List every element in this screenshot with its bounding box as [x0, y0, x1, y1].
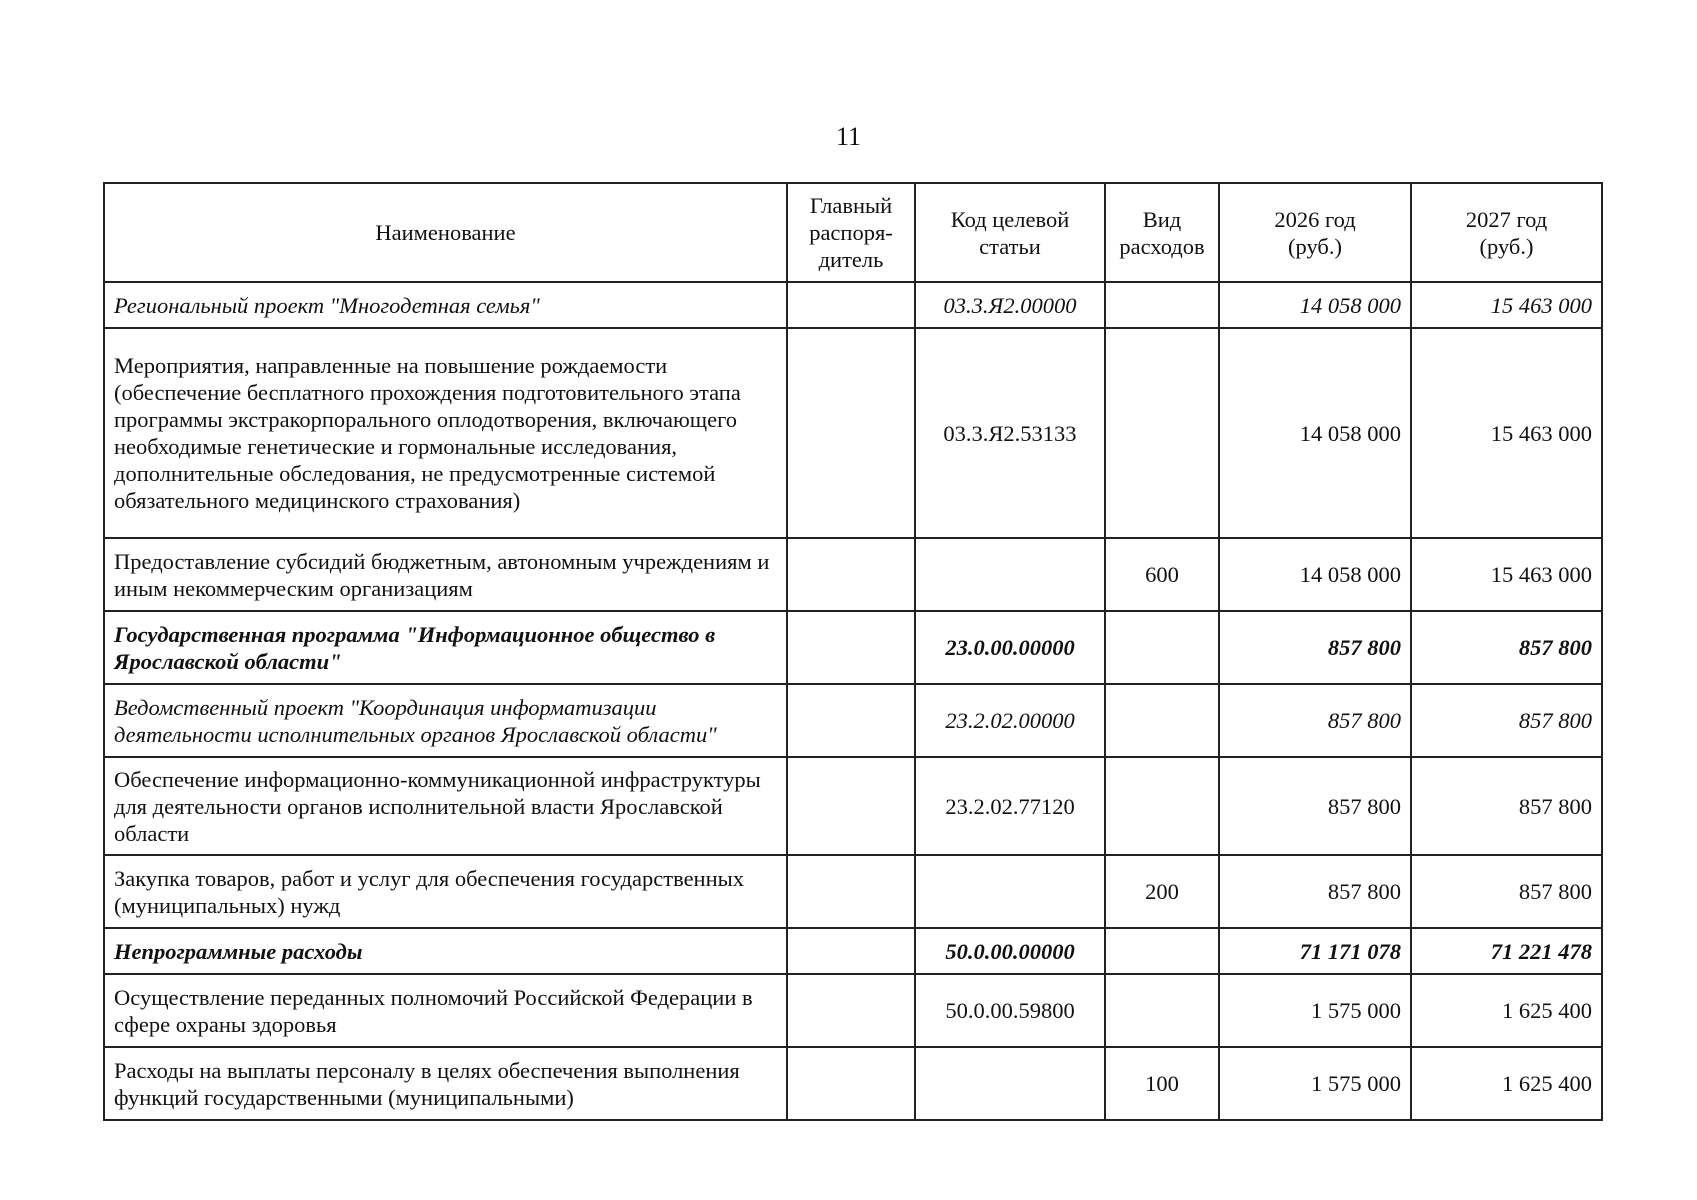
row-name: Мероприятия, направленные на повышение рождаемости (обеспечение бесплатного прохождения подготовительного этапа программы экстракорпорального оплодотворения, включающего необходимые генетические и гормональные исследования, дополнительные обследования, не предусмотренные системой обязательного медицинского страхования) — [104, 328, 787, 538]
row-2027: 71 221 478 — [1411, 928, 1602, 974]
row-code — [915, 855, 1105, 928]
row-kind — [1105, 684, 1219, 757]
row-2026: 14 058 000 — [1219, 538, 1411, 611]
row-code: 03.3.Я2.00000 — [915, 282, 1105, 328]
header-name: Наименование — [104, 183, 787, 282]
row-manager — [787, 684, 915, 757]
header-manager: Главный распоря-дитель — [787, 183, 915, 282]
row-code — [915, 1047, 1105, 1120]
table-row — [104, 757, 1602, 855]
row-name: Ведомственный проект "Координация информатизации деятельности исполнительных органов Ярославской области" — [104, 684, 787, 757]
table-row — [104, 855, 1602, 928]
row-2027: 857 800 — [1411, 684, 1602, 757]
row-2027: 857 800 — [1411, 757, 1602, 855]
row-name: Осуществление переданных полномочий Российской Федерации в сфере охраны здоровья — [104, 974, 787, 1047]
row-2026: 14 058 000 — [1219, 282, 1411, 328]
table-row — [104, 684, 1602, 757]
row-kind — [1105, 282, 1219, 328]
table-header — [104, 183, 1602, 282]
table-row — [104, 328, 1602, 538]
row-name: Региональный проект "Многодетная семья" — [104, 282, 787, 328]
row-manager — [787, 328, 915, 538]
page-number: 11 — [835, 122, 862, 151]
table-row — [104, 1047, 1602, 1120]
row-name: Предоставление субсидий бюджетным, автономным учреждениям и иным некоммерческим организациям — [104, 538, 787, 611]
table-row — [104, 928, 1602, 974]
row-kind — [1105, 328, 1219, 538]
row-manager — [787, 282, 915, 328]
row-2027: 1 625 400 — [1411, 1047, 1602, 1120]
table-row — [104, 611, 1602, 684]
row-2026: 857 800 — [1219, 757, 1411, 855]
header-2027: 2027 год (руб.) — [1411, 183, 1602, 282]
row-2026: 857 800 — [1219, 611, 1411, 684]
row-name: Обеспечение информационно-коммуникационной инфраструктуры для деятельности органов исполнительной власти Ярославской области — [104, 757, 787, 855]
table-body — [104, 282, 1602, 1120]
row-2026: 1 575 000 — [1219, 1047, 1411, 1120]
row-2027: 1 625 400 — [1411, 974, 1602, 1047]
table-row — [104, 974, 1602, 1047]
header-code: Код целевой статьи — [915, 183, 1105, 282]
row-2027: 857 800 — [1411, 611, 1602, 684]
row-2026: 14 058 000 — [1219, 328, 1411, 538]
row-2026: 71 171 078 — [1219, 928, 1411, 974]
row-name: Непрограммные расходы — [104, 928, 787, 974]
row-manager — [787, 757, 915, 855]
row-manager — [787, 1047, 915, 1120]
row-2027: 15 463 000 — [1411, 328, 1602, 538]
row-kind — [1105, 974, 1219, 1047]
row-manager — [787, 855, 915, 928]
row-kind: 600 — [1105, 538, 1219, 611]
row-kind: 200 — [1105, 855, 1219, 928]
row-name: Закупка товаров, работ и услуг для обеспечения государственных (муниципальных) нужд — [104, 855, 787, 928]
row-2027: 857 800 — [1411, 855, 1602, 928]
row-kind: 100 — [1105, 1047, 1219, 1120]
header-kind: Вид расходов — [1105, 183, 1219, 282]
row-2026: 1 575 000 — [1219, 974, 1411, 1047]
budget-table — [103, 182, 1603, 1121]
row-name: Государственная программа "Информационное общество в Ярославской области" — [104, 611, 787, 684]
row-2026: 857 800 — [1219, 855, 1411, 928]
row-2027: 15 463 000 — [1411, 538, 1602, 611]
row-kind — [1105, 611, 1219, 684]
row-code: 50.0.00.59800 — [915, 974, 1105, 1047]
row-2026: 857 800 — [1219, 684, 1411, 757]
row-code: 50.0.00.00000 — [915, 928, 1105, 974]
row-manager — [787, 928, 915, 974]
row-kind — [1105, 757, 1219, 855]
row-code: 23.2.02.00000 — [915, 684, 1105, 757]
row-kind — [1105, 928, 1219, 974]
row-code — [915, 538, 1105, 611]
row-manager — [787, 538, 915, 611]
row-code: 23.0.00.00000 — [915, 611, 1105, 684]
table-row — [104, 538, 1602, 611]
row-manager — [787, 611, 915, 684]
row-code: 23.2.02.77120 — [915, 757, 1105, 855]
row-code: 03.3.Я2.53133 — [915, 328, 1105, 538]
header-2026: 2026 год (руб.) — [1219, 183, 1411, 282]
row-manager — [787, 974, 915, 1047]
row-name: Расходы на выплаты персоналу в целях обеспечения выполнения функций государственными (муниципальными) — [104, 1047, 787, 1120]
table-row — [104, 282, 1602, 328]
row-2027: 15 463 000 — [1411, 282, 1602, 328]
